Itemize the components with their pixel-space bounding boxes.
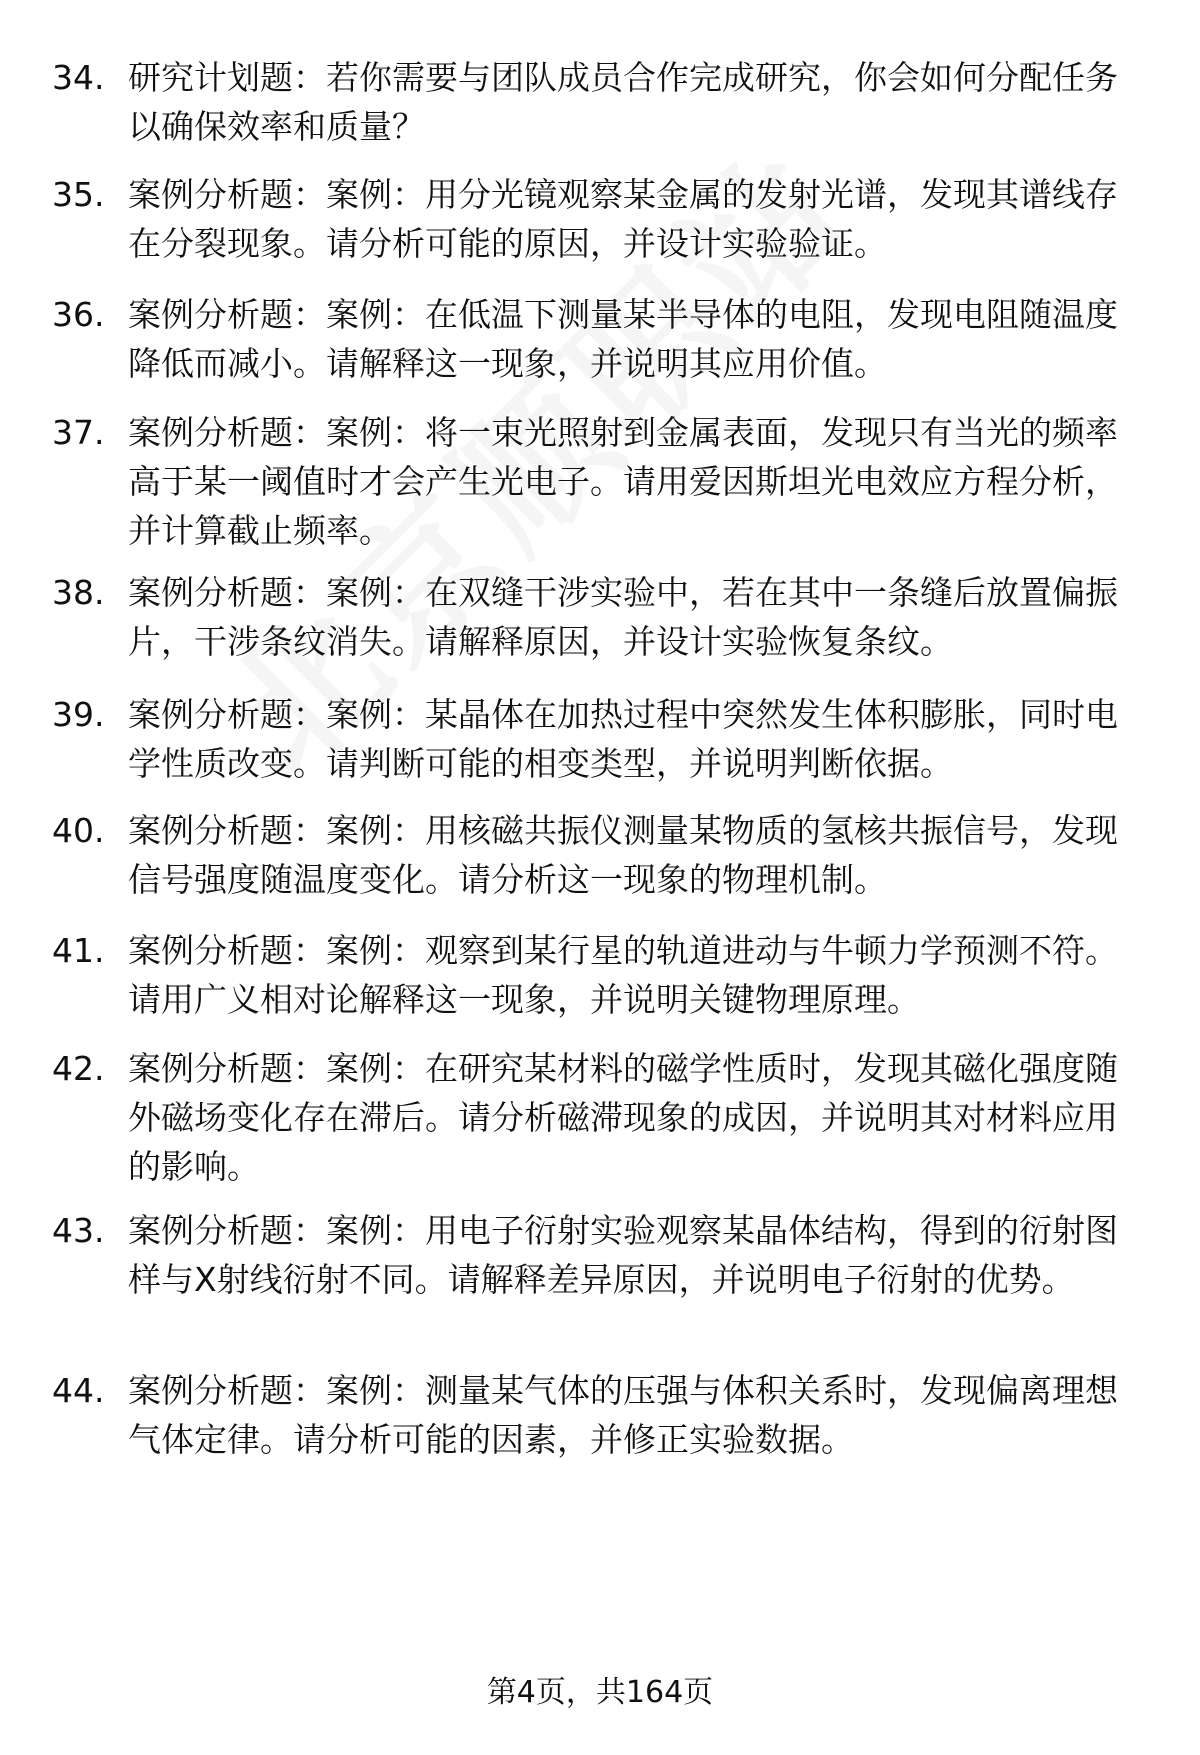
question-number: 43. bbox=[52, 1211, 105, 1250]
question-number: 39. bbox=[52, 695, 105, 734]
question-text: 案例分析题：案例：在低温下测量某半导体的电阻，发现电阻随温度降低而减小。请解释这一现象，并说明其应用价值。 bbox=[128, 295, 1118, 383]
question-number: 42. bbox=[52, 1049, 105, 1088]
question-text: 研究计划题：若你需要与团队成员合作完成研究，你会如何分配任务以确保效率和质量？ bbox=[128, 58, 1118, 146]
question-item bbox=[52, 568, 1142, 666]
question-item bbox=[52, 1206, 1142, 1304]
question-item bbox=[52, 408, 1142, 555]
question-item bbox=[52, 926, 1142, 1024]
question-item bbox=[52, 806, 1142, 904]
question-text: 案例分析题：案例：用电子衍射实验观察某晶体结构，得到的衍射图样与X射线衍射不同。请解释差异原因，并说明电子衍射的优势。 bbox=[128, 1211, 1118, 1299]
question-item bbox=[52, 1044, 1142, 1191]
question-text: 案例分析题：案例：测量某气体的压强与体积关系时，发现偏离理想气体定律。请分析可能的因素，并修正实验数据。 bbox=[128, 1371, 1118, 1459]
page-footer: 第4页，共164页 bbox=[486, 1675, 714, 1710]
question-item bbox=[52, 290, 1142, 388]
question-text: 案例分析题：案例：某晶体在加热过程中突然发生体积膨胀，同时电学性质改变。请判断可能的相变类型，并说明判断依据。 bbox=[128, 695, 1118, 783]
question-text: 案例分析题：案例：用核磁共振仪测量某物质的氢核共振信号，发现信号强度随温度变化。请分析这一现象的物理机制。 bbox=[128, 811, 1118, 899]
question-text: 案例分析题：案例：用分光镜观察某金属的发射光谱，发现其谱线存在分裂现象。请分析可能的原因，并设计实验验证。 bbox=[128, 175, 1118, 263]
question-text: 案例分析题：案例：在双缝干涉实验中，若在其中一条缝后放置偏振片，干涉条纹消失。请解释原因，并设计实验恢复条纹。 bbox=[128, 573, 1118, 661]
question-number: 38. bbox=[52, 573, 105, 612]
question-item bbox=[52, 53, 1142, 151]
question-number: 35. bbox=[52, 175, 105, 214]
question-text: 案例分析题：案例：在研究某材料的磁学性质时，发现其磁化强度随外磁场变化存在滞后。请分析磁滞现象的成因，并说明其对材料应用的影响。 bbox=[128, 1049, 1118, 1186]
question-item bbox=[52, 170, 1142, 268]
question-text: 案例分析题：案例：观察到某行星的轨道进动与牛顿力学预测不符。请用广义相对论解释这一现象，并说明关键物理原理。 bbox=[128, 931, 1118, 1019]
question-number: 44. bbox=[52, 1371, 105, 1410]
question-number: 40. bbox=[52, 811, 105, 850]
question-number: 41. bbox=[52, 931, 105, 970]
question-text: 案例分析题：案例：将一束光照射到金属表面，发现只有当光的频率高于某一阈值时才会产生光电子。请用爱因斯坦光电效应方程分析，并计算截止频率。 bbox=[128, 413, 1118, 550]
question-number: 34. bbox=[52, 58, 105, 97]
question-number: 37. bbox=[52, 413, 105, 452]
question-number: 36. bbox=[52, 295, 105, 334]
question-item bbox=[52, 690, 1142, 788]
question-item bbox=[52, 1366, 1142, 1464]
